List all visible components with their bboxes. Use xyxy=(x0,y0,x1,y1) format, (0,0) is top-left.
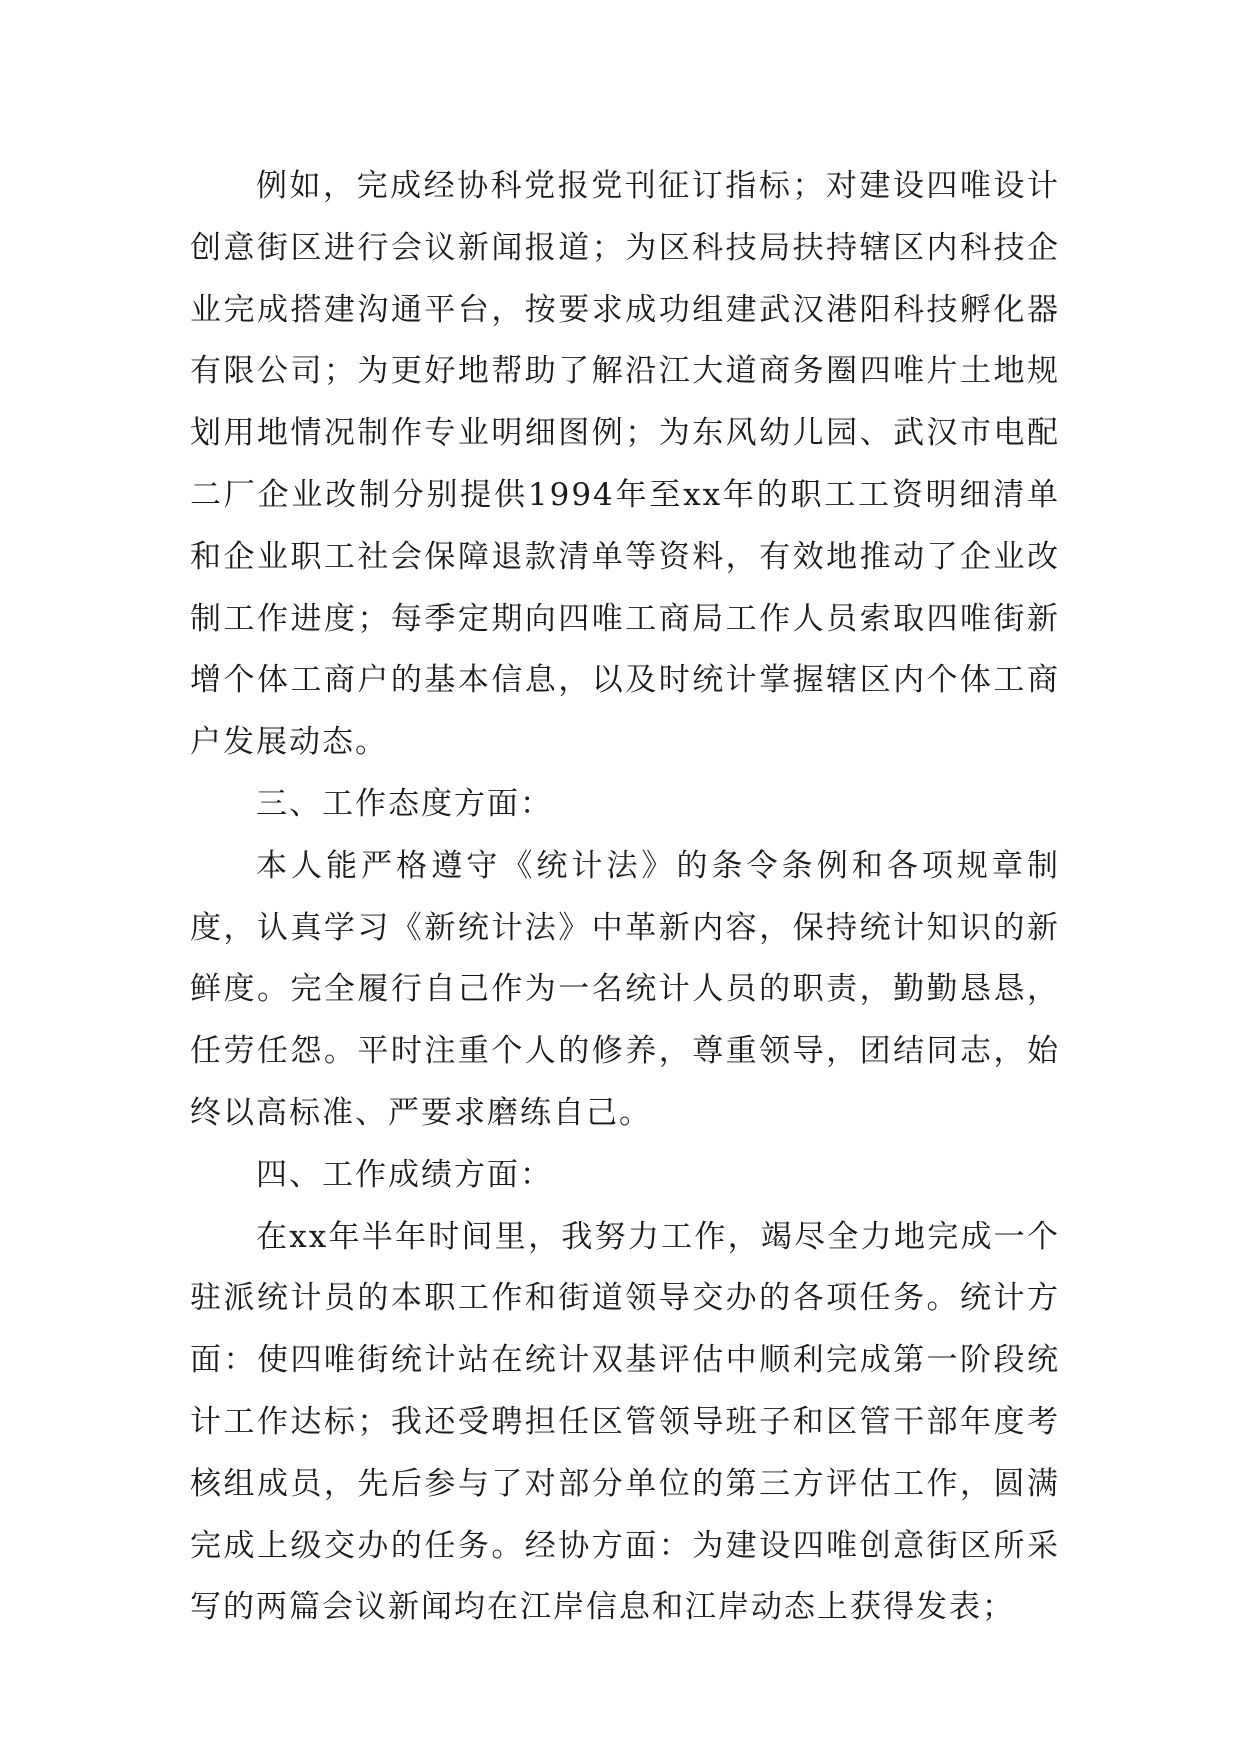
paragraph-examples: 例如，完成经协科党报党刊征订指标；对建设四唯设计创意街区进行会议新闻报道；为区科技局扶持辖区内科技企业完成搭建沟通平台，按要求成功组建武汉港阳科技孵化器有限公司；为更好地帮助了解沿江大道商务圈四唯片土地规划用地情况制作专业明细图例；为东风幼儿园、武汉市电配二厂企业改制分别提供1994年至xx年的职工工资明细清单和企业职工社会保障退款清单等资料，有效地推动了企业改制工作进度；每季定期向四唯工商局工作人员索取四唯街新增个体工商户的基本信息，以及时统计掌握辖区内个体工商户发展动态。 xyxy=(190,168,1060,761)
paragraph-work-attitude: 本人能严格遵守《统计法》的条令条例和各项规章制度，认真学习《新统计法》中革新内容，保持统计知识的新鲜度。完全履行自己作为一名统计人员的职责，勤勤恳恳，任劳任怨。平时注重个人的修养，尊重领导，团结同志，始终以高标准、严要求磨练自己。 xyxy=(190,847,1060,1131)
section-heading-work-achievements: 四、工作成绩方面： xyxy=(256,1156,553,1193)
paragraph-work-achievements: 在xx年半年时间里，我努力工作，竭尽全力地完成一个驻派统计员的本职工作和街道领导交办的各项任务。统计方面：使四唯街统计站在统计双基评估中顺利完成第一阶段统计工作达标；我还受聘担任区管领导班子和区管干部年度考核组成员，先后参与了对部分单位的第三方评估工作，圆满完成上级交办的任务。经协方面：为建设四唯创意街区所采写的两篇会议新闻均在江岸信息和江岸动态上获得发表； xyxy=(190,1218,1060,1626)
section-heading-work-attitude: 三、工作态度方面： xyxy=(256,785,553,822)
document-body xyxy=(190,156,1060,1639)
